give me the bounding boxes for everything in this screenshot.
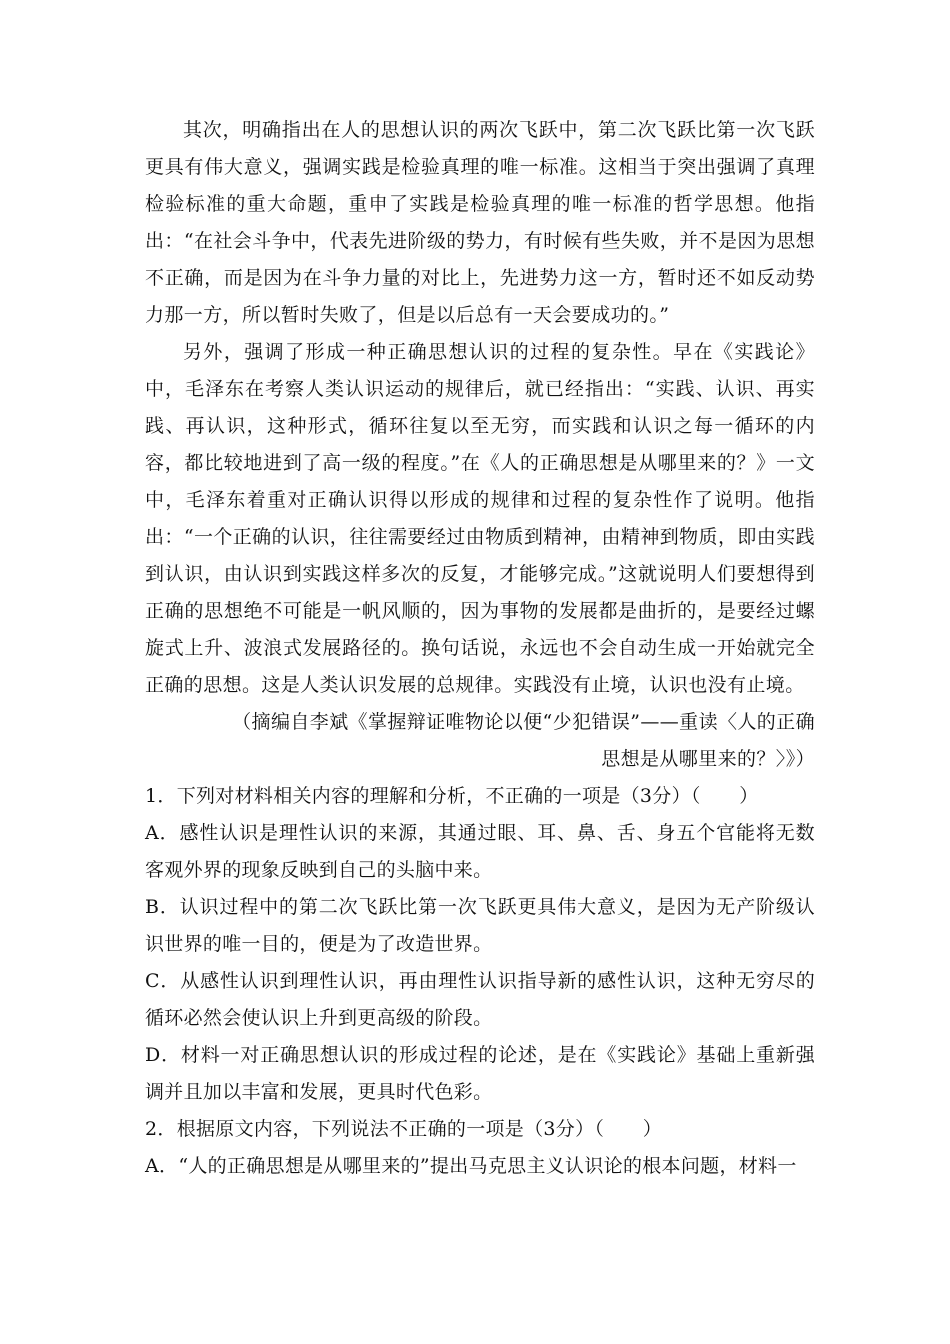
article-source: （摘编自李斌《掌握辩证唯物论以便“少犯错误”——重读〈人的正确思想是从哪里来的？〉》） — [232, 711, 815, 770]
option-c: C．从感性认识到理性认识，再由理性认识指导新的感性认识，这种无穷尽的循环必然会使认识上升到更高级的阶段。 — [145, 970, 815, 1029]
option-d: D．材料一对正确思想认识的形成过程的论述，是在《实践论》基础上重新强调并且加以丰富和发展，更具时代色彩。 — [145, 1044, 815, 1103]
article-paragraph: 其次，明确指出在人的思想认识的两次飞跃中，第二次飞跃比第一次飞跃更具有伟大意义，强调实践是检验真理的唯一标准。这相当于突出强调了真理检验标准的重大命题，重申了实践是检验真理的唯一标准的哲学思想。他指出：“在社会斗争中，代表先进阶级的势力，有时候有些失败，并不是因为思想不正确，而是因为在斗争力量的对比上，先进势力这一方，暂时还不如反动势力那一方，所以暂时失败了，但是以后总有一天会要成功的。” — [145, 119, 815, 326]
article-paragraph: 另外，强调了形成一种正确思想认识的过程的复杂性。早在《实践论》中，毛泽东在考察人类认识运动的规律后，就已经指出：“实践、认识、再实践、再认识，这种形式，循环往复以至无穷，而实践和认识之每一循环的内容，都比较地进到了高一级的程度。”在《人的正确思想是从哪里来的？》一文中，毛泽东着重对正确认识得以形成的规律和过程的复杂性作了说明。他指出：“一个正确的认识，往往需要经过由物质到精神，由精神到物质，即由实践到认识，由认识到实践这样多次的反复，才能够完成。”这就说明人们要想得到正确的思想绝不可能是一帆风顺的，因为事物的发展都是曲折的，是要经过螺旋式上升、波浪式发展路径的。换句话说，永远也不会自动生成一开始就完全正确的思想。这是人类认识发展的总规律。实践没有止境，认识也没有止境。 — [145, 341, 815, 696]
option-b: B．认识过程中的第二次飞跃比第一次飞跃更具伟大意义，是因为无产阶级认识世界的唯一目的，便是为了改造世界。 — [145, 896, 815, 955]
document-page — [145, 112, 815, 1185]
question-stem: 1．下列对材料相关内容的理解和分析，不正确的一项是（3分）（ ） — [145, 785, 759, 807]
question-stem: 2．根据原文内容，下列说法不正确的一项是（3分）（ ） — [145, 1118, 663, 1140]
question-1 — [145, 778, 815, 1111]
question-2 — [145, 1111, 815, 1185]
option-a: A．“人的正确思想是从哪里来的”提出马克思主义认识论的根本问题，材料一 — [145, 1155, 797, 1177]
option-a: A．感性认识是理性认识的来源，其通过眼、耳、鼻、舌、身五个官能将无数客观外界的现象反映到自己的头脑中来。 — [145, 822, 815, 881]
